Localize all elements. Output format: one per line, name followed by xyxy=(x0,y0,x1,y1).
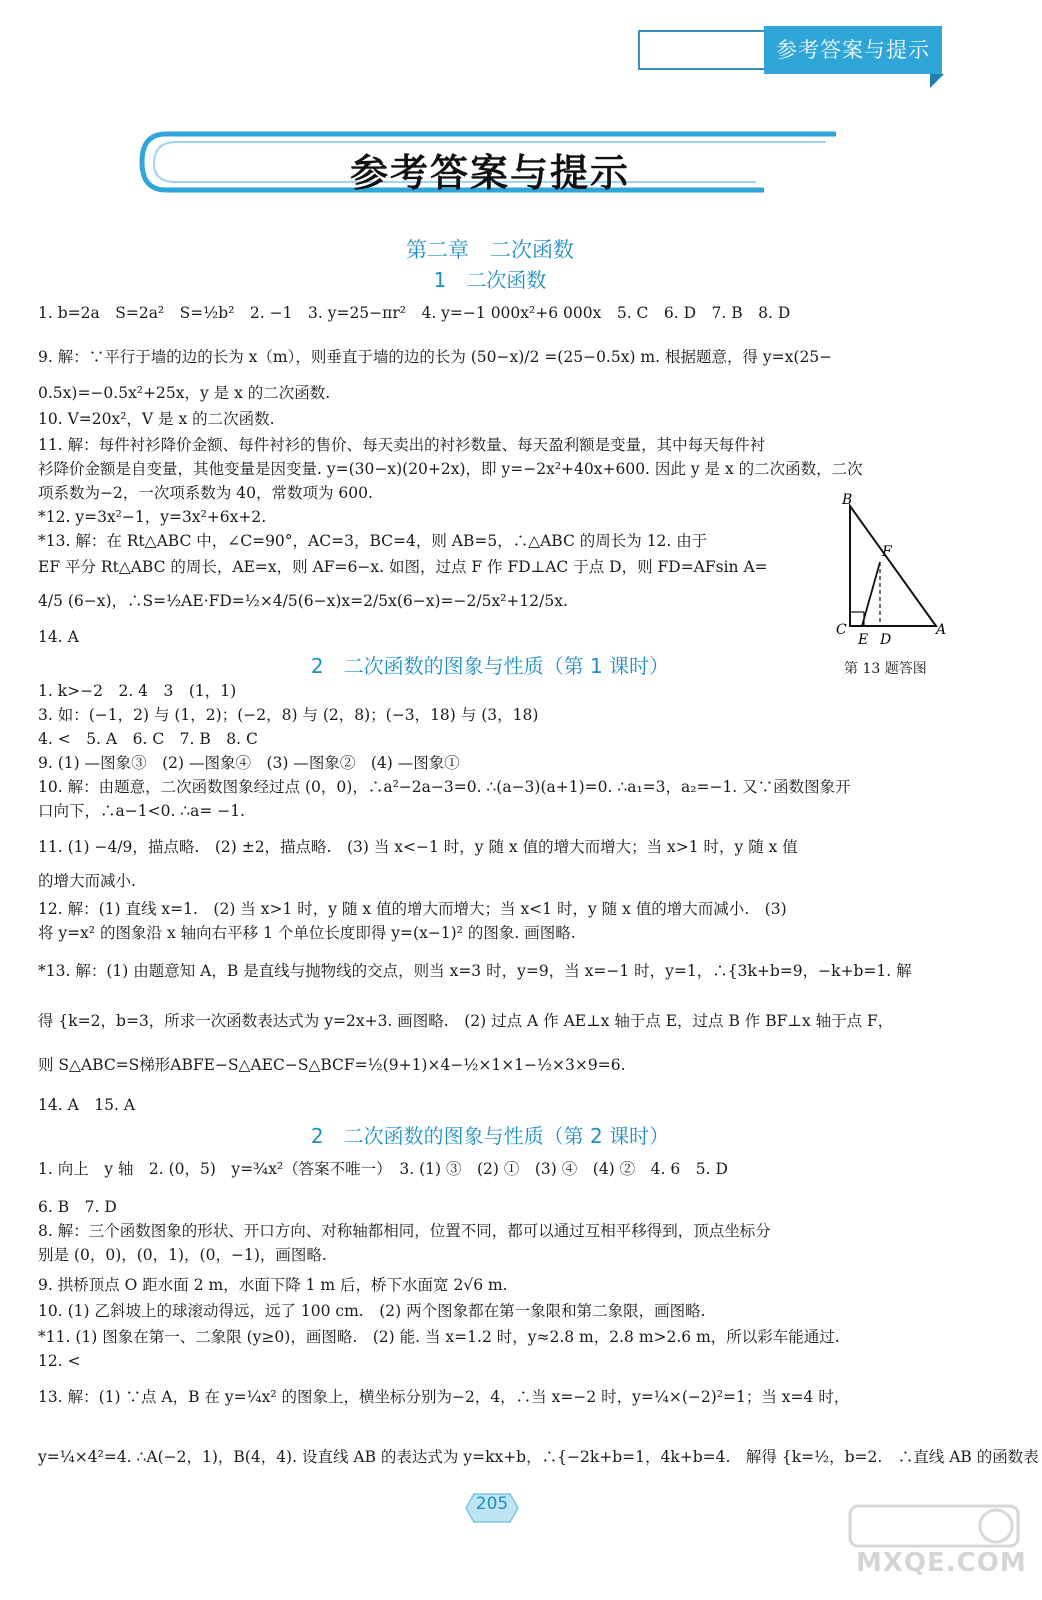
answer-line: 衫降价金额是自变量，其他变量是因变量. y=(30−x)(20+2x)，即 y=−2x²+40x+600. 因此 y 是 x 的二次函数，二次 xyxy=(38,460,863,478)
page-number: 205 xyxy=(475,1494,509,1514)
triangle-figure xyxy=(836,492,956,652)
chapter-title: 第二章 二次函数 xyxy=(406,238,574,262)
answer-line: 13. 解：(1) ∵点 A，B 在 y=¼x² 的图象上，横坐标分别为−2，4，∴当 x=−2 时，y=¼×(−2)²=1；当 x=4 时， xyxy=(38,1388,850,1406)
answer-line: 4. < 5. A 6. C 7. B 8. C xyxy=(38,730,258,748)
label-E: E xyxy=(858,632,869,648)
section-title-2: 2 二次函数的图象与性质（第 1 课时） xyxy=(310,654,670,678)
answer-line: y=¼×4²=4. ∴A(−2，1)，B(4，4). 设直线 AB 的表达式为 y=kx+b，∴{−2k+b=1，4k+b=4. 解得 {k=½，b=2. ∴直线 AB 的函数表 xyxy=(38,1448,1039,1466)
answer-line: 得 {k=2，b=3，所求一次函数表达式为 y=2x+3. 画图略. (2) 过点 A 作 AE⊥x 轴于点 E，过点 B 作 BF⊥x 轴于点 F， xyxy=(38,1012,894,1030)
answer-line: 9. 解：∵平行于墙的边的长为 x（m），则垂直于墙的边的长为 (50−x)/2 =(25−0.5x) m. 根据题意，得 y=x(25− xyxy=(38,348,833,366)
label-C: C xyxy=(836,622,847,638)
answer-line: 11. (1) −4/9，描点略. (2) ±2，描点略. (3) 当 x<−1 时，y 随 x 值的增大而增大；当 x>1 时，y 随 x 值 xyxy=(38,838,798,856)
answer-line: 别是 (0，0)，(0，1)，(0，−1)，画图略. xyxy=(38,1246,327,1264)
answer-line: 12. < xyxy=(38,1352,81,1370)
answer-line: 则 S△ABC=S梯形ABFE−S△AEC−S△BCF=½(9+1)×4−½×1×1−½×3×9=6. xyxy=(38,1056,626,1074)
answer-line: 项系数为−2，一次项系数为 40，常数项为 600. xyxy=(38,484,373,502)
answer-line: 12. 解：(1) 直线 x=1. (2) 当 x>1 时，y 随 x 值的增大而增大；当 x<1 时，y 随 x 值的增大而减小. (3) xyxy=(38,900,787,918)
answer-line: *12. y=3x²−1，y=3x²+6x+2. xyxy=(38,508,267,526)
label-A: A xyxy=(936,622,947,638)
answer-line: 14. A 15. A xyxy=(38,1096,136,1114)
answer-line: 4/5 (6−x)，∴S=½AE·FD=½×4/5(6−x)x=2/5x(6−x)=−2/5x²+12/5x. xyxy=(38,592,568,610)
answer-line: 0.5x)=−0.5x²+25x，y 是 x 的二次函数. xyxy=(38,384,331,402)
label-F: F xyxy=(882,544,892,560)
answer-line: 1. 向上 y 轴 2. (0，5) y=¾x²（答案不唯一） 3. (1) ③ (2) ① (3) ④ (4) ② 4. 6 5. D xyxy=(38,1160,728,1178)
answer-line: *13. 解：(1) 由题意知 A，B 是直线与抛物线的交点，则当 x=3 时，y=9，当 x=−1 时，y=1，∴{3k+b=9，−k+b=1. 解 xyxy=(38,962,912,980)
header-box xyxy=(638,30,766,70)
answer-line: 10. 解：由题意，二次函数图象经过点 (0，0)，∴a²−2a−3=0. ∴(a−3)(a+1)=0. ∴a₁=3，a₂=−1. 又∵函数图象开 xyxy=(38,778,851,796)
header-tab: 参考答案与提示 xyxy=(764,26,942,74)
label-B: B xyxy=(842,492,853,508)
answer-line: 的增大而减小. xyxy=(38,872,136,890)
answer-line: 1. b=2a S=2a² S=½b² 2. −1 3. y=25−πr² 4. y=−1 000x²+6 000x 5. C 6. D 7. B 8. D xyxy=(38,304,791,322)
answer-line: 10. V=20x²，V 是 x 的二次函数. xyxy=(38,410,275,428)
section-title-1: 1 二次函数 xyxy=(433,268,547,292)
answer-line: 9. (1) —图象③ (2) —图象④ (3) —图象② (4) —图象① xyxy=(38,754,460,772)
watermark-text: MXQE.COM xyxy=(856,1548,1027,1578)
answer-line: 11. 解：每件衬衫降价金额、每件衬衫的售价、每天卖出的衬衫数量、每天盈利额是变量，其中每天每件衬 xyxy=(38,436,766,454)
answer-line: 8. 解：三个函数图象的形状、开口方向、对称轴都相同，位置不同，都可以通过互相平移得到，顶点坐标分 xyxy=(38,1222,771,1240)
header-tab-fold xyxy=(930,74,944,88)
answer-line: 3. 如：(−1，2) 与 (1，2)；(−2，8) 与 (2，8)；(−3，18) 与 (3，18) xyxy=(38,706,539,724)
answer-line: EF 平分 Rt△ABC 的周长，AE=x，则 AF=6−x. 如图，过点 F 作 FD⊥AC 于点 D，则 FD=AFsin A= xyxy=(38,558,768,576)
answer-line: *11. (1) 图象在第一、二象限 (y≥0)，画图略. (2) 能. 当 x=1.2 时，y≈2.8 m，2.8 m>2.6 m，所以彩车能通过. xyxy=(38,1328,840,1346)
label-D: D xyxy=(880,632,892,648)
answer-line: 1. k>−2 2. 4 3 (1，1) xyxy=(38,682,237,700)
page-title: 参考答案与提示 xyxy=(349,151,630,195)
answer-line: 将 y=x² 的图象沿 x 轴向右平移 1 个单位长度即得 y=(x−1)² 的图象. 画图略. xyxy=(38,924,576,942)
figure-caption: 第 13 题答图 xyxy=(844,661,927,677)
answer-line: 14. A xyxy=(38,628,79,646)
answer-line: 6. B 7. D xyxy=(38,1198,117,1216)
answer-line: 9. 拱桥顶点 O 距水面 2 m，水面下降 1 m 后，桥下水面宽 2√6 m. xyxy=(38,1276,508,1294)
answer-line: 口向下，∴a−1<0. ∴a= −1. xyxy=(38,802,246,820)
answer-line: 10. (1) 乙斜坡上的球滚动得远，远了 100 cm. (2) 两个图象都在第一象限和第二象限，画图略. xyxy=(38,1302,706,1320)
answer-line: *13. 解：在 Rt△ABC 中，∠C=90°，AC=3，BC=4，则 AB=5，∴△ABC 的周长为 12. 由于 xyxy=(38,532,708,550)
section-title-3: 2 二次函数的图象与性质（第 2 课时） xyxy=(310,1124,670,1148)
